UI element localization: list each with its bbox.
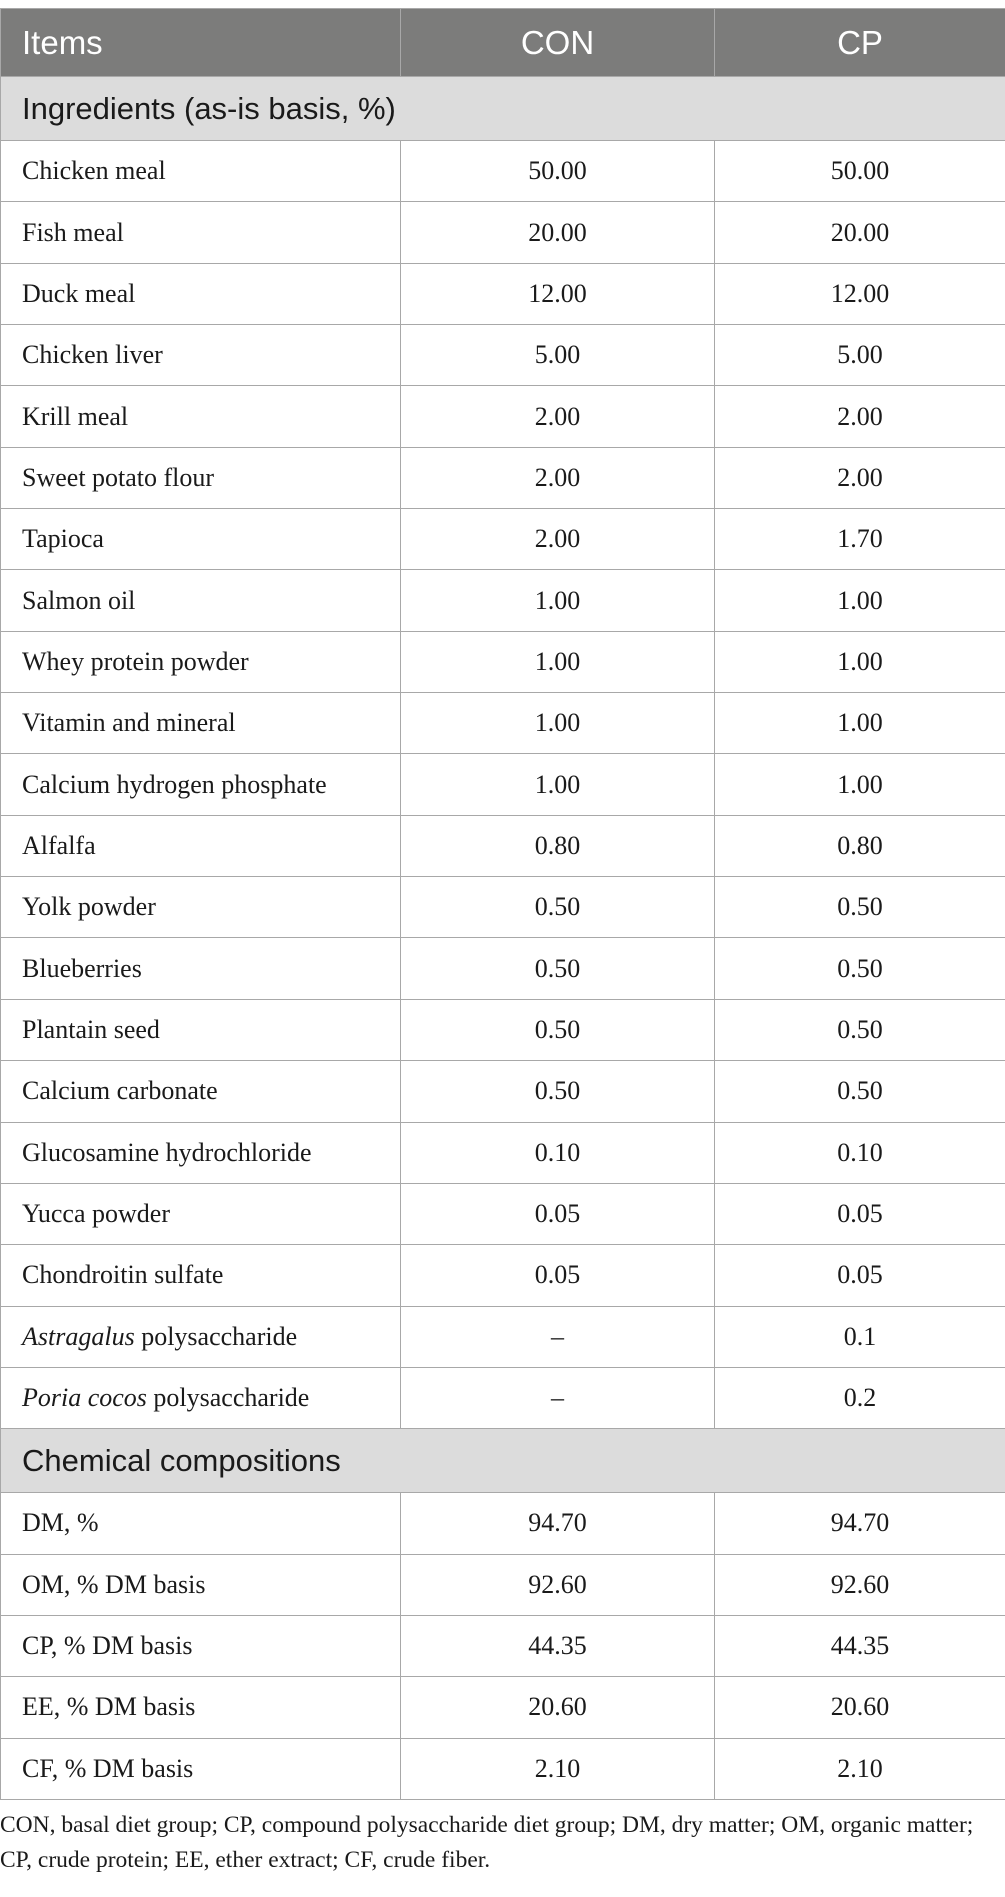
con-value: 5.00	[401, 325, 715, 386]
table-row	[1, 938, 1005, 999]
con-value: –	[401, 1306, 715, 1367]
table-row	[1, 1245, 1005, 1306]
cp-value: 0.10	[715, 1122, 1005, 1183]
item-name: Duck meal	[22, 278, 136, 308]
header-con: CON	[401, 9, 715, 77]
con-value: 2.10	[401, 1738, 715, 1799]
cp-value: 1.70	[715, 509, 1005, 570]
con-value: 1.00	[401, 693, 715, 754]
cp-value: 0.2	[715, 1367, 1005, 1428]
con-value: 0.05	[401, 1183, 715, 1244]
table-row	[1, 202, 1005, 263]
con-value: 94.70	[401, 1493, 715, 1554]
item-name: Tapioca	[22, 524, 104, 554]
table-body	[1, 77, 1005, 1800]
table-row	[1, 1738, 1005, 1799]
cp-value: 20.00	[715, 202, 1005, 263]
table-row	[1, 693, 1005, 754]
cp-value: 50.00	[715, 141, 1005, 202]
cp-value: 12.00	[715, 263, 1005, 324]
header-cp: CP	[715, 9, 1005, 77]
cp-value: 44.35	[715, 1615, 1005, 1676]
item-name-italic: Astragalus	[22, 1321, 135, 1351]
item-name: DM, %	[22, 1508, 99, 1538]
item-name: CF, % DM basis	[22, 1753, 194, 1783]
item-name-cell	[1, 1367, 401, 1428]
item-name: polysaccharide	[146, 1383, 310, 1413]
item-name-cell	[1, 1554, 401, 1615]
item-name: Chondroitin sulfate	[22, 1260, 224, 1290]
table-row	[1, 1061, 1005, 1122]
item-name-cell	[1, 1061, 401, 1122]
table-row	[1, 141, 1005, 202]
item-name: Glucosamine hydrochloride	[22, 1137, 312, 1167]
item-name-cell	[1, 509, 401, 570]
item-name-italic: Poria cocos	[22, 1383, 147, 1413]
cp-value: 0.05	[715, 1245, 1005, 1306]
item-name-cell	[1, 386, 401, 447]
table-row	[1, 1677, 1005, 1738]
con-value: 1.00	[401, 631, 715, 692]
item-name: Salmon oil	[22, 585, 136, 615]
con-value: 20.00	[401, 202, 715, 263]
table-container	[0, 8, 1005, 1800]
table-header	[1, 9, 1005, 77]
cp-value: 1.00	[715, 570, 1005, 631]
item-name: Chicken liver	[22, 340, 163, 370]
item-name-cell	[1, 263, 401, 324]
item-name-cell	[1, 1493, 401, 1554]
cp-value: 20.60	[715, 1677, 1005, 1738]
cp-value: 1.00	[715, 754, 1005, 815]
section-title: Ingredients (as-is basis, %)	[1, 77, 1005, 141]
item-name: Sweet potato flour	[22, 462, 215, 492]
item-name-cell	[1, 1183, 401, 1244]
item-name: Calcium hydrogen phosphate	[22, 769, 327, 799]
con-value: 0.50	[401, 877, 715, 938]
cp-value: 5.00	[715, 325, 1005, 386]
con-value: 1.00	[401, 754, 715, 815]
item-name: Fish meal	[22, 217, 124, 247]
table-row	[1, 1367, 1005, 1428]
con-value: 0.50	[401, 999, 715, 1060]
table-row	[1, 754, 1005, 815]
con-value: 2.00	[401, 386, 715, 447]
item-name-cell	[1, 141, 401, 202]
item-name: polysaccharide	[134, 1321, 298, 1351]
item-name-cell	[1, 815, 401, 876]
table-row	[1, 1493, 1005, 1554]
table-row	[1, 570, 1005, 631]
con-value: 0.05	[401, 1245, 715, 1306]
item-name-cell	[1, 754, 401, 815]
item-name-cell	[1, 202, 401, 263]
con-value: 20.60	[401, 1677, 715, 1738]
section-row	[1, 1429, 1005, 1493]
con-value: 0.50	[401, 1061, 715, 1122]
cp-value: 1.00	[715, 631, 1005, 692]
cp-value: 0.50	[715, 999, 1005, 1060]
item-name-cell	[1, 631, 401, 692]
item-name-cell	[1, 325, 401, 386]
con-value: 0.80	[401, 815, 715, 876]
con-value: 44.35	[401, 1615, 715, 1676]
cp-value: 2.10	[715, 1738, 1005, 1799]
cp-value: 2.00	[715, 386, 1005, 447]
item-name: Blueberries	[22, 953, 142, 983]
item-name: Vitamin and mineral	[22, 708, 236, 738]
item-name-cell	[1, 1615, 401, 1676]
item-name-cell	[1, 1306, 401, 1367]
diet-composition-table	[0, 8, 1005, 1800]
cp-value: 0.80	[715, 815, 1005, 876]
table-row	[1, 447, 1005, 508]
table-row	[1, 1183, 1005, 1244]
item-name: Calcium carbonate	[22, 1076, 218, 1106]
item-name: Chicken meal	[22, 156, 166, 186]
cp-value: 2.00	[715, 447, 1005, 508]
item-name-cell	[1, 999, 401, 1060]
section-row	[1, 77, 1005, 141]
header-items: Items	[1, 9, 401, 77]
con-value: –	[401, 1367, 715, 1428]
item-name-cell	[1, 1245, 401, 1306]
item-name: Yolk powder	[22, 892, 156, 922]
item-name-cell	[1, 1738, 401, 1799]
con-value: 50.00	[401, 141, 715, 202]
cp-value: 0.05	[715, 1183, 1005, 1244]
con-value: 2.00	[401, 447, 715, 508]
item-name-cell	[1, 1122, 401, 1183]
item-name: Alfalfa	[22, 830, 96, 860]
item-name: OM, % DM basis	[22, 1569, 206, 1599]
cp-value: 1.00	[715, 693, 1005, 754]
item-name-cell	[1, 938, 401, 999]
table-row	[1, 325, 1005, 386]
item-name-cell	[1, 693, 401, 754]
table-row	[1, 1615, 1005, 1676]
cp-value: 0.1	[715, 1306, 1005, 1367]
item-name-cell	[1, 877, 401, 938]
item-name: Whey protein powder	[22, 646, 249, 676]
item-name-cell	[1, 570, 401, 631]
table-row	[1, 509, 1005, 570]
item-name-cell	[1, 1677, 401, 1738]
section-title: Chemical compositions	[1, 1429, 1005, 1493]
table-row	[1, 1554, 1005, 1615]
item-name: Krill meal	[22, 401, 129, 431]
item-name: CP, % DM basis	[22, 1631, 193, 1661]
con-value: 0.10	[401, 1122, 715, 1183]
table-row	[1, 263, 1005, 324]
item-name-cell	[1, 447, 401, 508]
table-row	[1, 877, 1005, 938]
con-value: 12.00	[401, 263, 715, 324]
cp-value: 94.70	[715, 1493, 1005, 1554]
table-footnote: CON, basal diet group; CP, compound polysaccharide diet group; DM, dry matter; OM, organic matter; CP, crude protein; EE, ether extract; CF, crude fiber.	[0, 1812, 974, 1873]
item-name: EE, % DM basis	[22, 1692, 196, 1722]
con-value: 92.60	[401, 1554, 715, 1615]
cp-value: 0.50	[715, 938, 1005, 999]
table-row	[1, 1122, 1005, 1183]
cp-value: 92.60	[715, 1554, 1005, 1615]
cp-value: 0.50	[715, 1061, 1005, 1122]
cp-value: 0.50	[715, 877, 1005, 938]
table-row	[1, 815, 1005, 876]
con-value: 1.00	[401, 570, 715, 631]
con-value: 2.00	[401, 509, 715, 570]
table-row	[1, 1306, 1005, 1367]
table-row	[1, 386, 1005, 447]
table-row	[1, 999, 1005, 1060]
table-row	[1, 631, 1005, 692]
item-name: Plantain seed	[22, 1014, 160, 1044]
con-value: 0.50	[401, 938, 715, 999]
item-name: Yucca powder	[22, 1199, 170, 1229]
